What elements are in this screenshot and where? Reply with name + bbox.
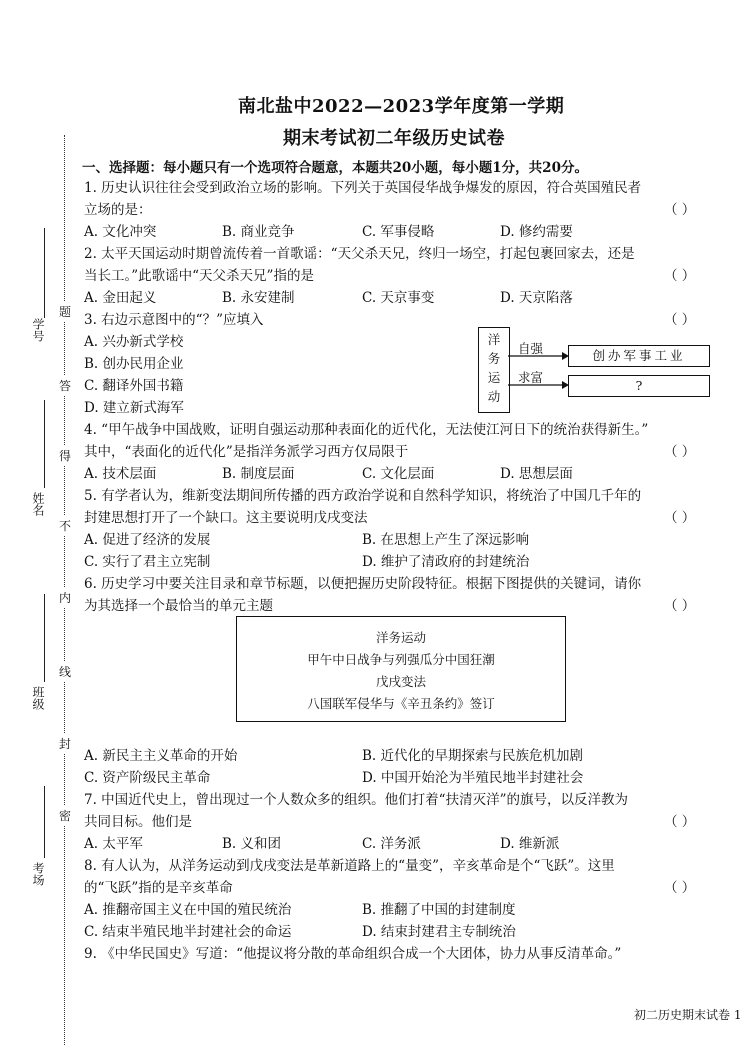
diagram-top-label: 自强 (518, 341, 544, 356)
q2-option-b: B. 永安建制 (222, 290, 295, 306)
q5-stem: 5. 有学者认为，维新变法期间所传播的西方政治学说和自然科学知识，将统治了中国几千年的 (84, 488, 642, 504)
q3-stem: 3. 右边示意图中的“？”应填入 (84, 312, 264, 328)
q6-stem: 6. 历史学习中要关注目录和章节标题，以便把握历史阶段特征。根据下图提供的关键词，请你 (84, 576, 642, 592)
answer-bracket: （ ） (664, 268, 696, 284)
class-label: 班级 (31, 686, 45, 710)
q1-option-c: C. 军事侵略 (362, 224, 435, 240)
seal-char: 密 (59, 806, 71, 825)
answer-bracket: （ ） (664, 510, 696, 526)
q4-stem: 4. “甲午战争中国战败，证明自强运动那种表面化的近代化，无法使江河日下的统治获得新生。” (84, 422, 649, 438)
answer-bracket: （ ） (664, 814, 696, 830)
q4-option-a: A. 技术层面 (84, 466, 157, 482)
q6-stem-cont: 为其选择一个最恰当的单元主题 (84, 598, 273, 614)
exam-room-label: 考场 (31, 862, 45, 886)
q6-option-a: A. 新民主主义革命的开始 (84, 748, 238, 764)
q4-option-c: C. 文化层面 (362, 466, 435, 482)
q5-option-b: B. 在思想上产生了深远影响 (362, 532, 530, 548)
q6-keyword-box (236, 616, 566, 722)
name-label: 姓名 (31, 492, 45, 516)
q7-option-c: C. 洋务派 (362, 836, 421, 852)
q2-option-d: D. 天京陷落 (500, 290, 573, 306)
q3-option-a: A. 兴办新式学校 (84, 334, 184, 350)
q2-option-a: A. 金田起义 (84, 290, 157, 306)
q6-keyword: 戊戌变法 (375, 674, 426, 689)
answer-bracket: （ ） (664, 598, 696, 614)
q7-stem-cont: 共同目标。他们是 (84, 814, 192, 830)
q2-stem: 2. 太平天国运动时期曾流传着一首歌谣：“天父杀天兄，终归一场空，打起包裹回家去，还是 (84, 246, 635, 262)
page-footer: 初二历史期末试卷 1 (634, 1008, 742, 1022)
student-no-field[interactable] (44, 228, 45, 318)
q3-option-d: D. 建立新式海军 (84, 400, 184, 416)
q8-option-a: A. 推翻帝国主义在中国的殖民统治 (84, 902, 292, 918)
seal-char: 题 (59, 302, 71, 321)
q8-stem: 8. 有人认为，从洋务运动到戊戌变法是革新道路上的“量变”，辛亥革命是个“飞跃”。这里 (84, 858, 615, 874)
q5-option-d: D. 维护了清政府的封建统治 (362, 554, 530, 570)
q1-option-a: A. 文化冲突 (84, 224, 157, 240)
exam-title-line1: 南北盐中2022—2023学年度第一学期 (238, 96, 565, 117)
exam-title-line2: 期末考试初二年级历史试卷 (283, 128, 505, 149)
q8-option-d: D. 结束封建君主专制统治 (362, 924, 516, 940)
seal-char: 封 (59, 734, 71, 753)
diagram-bottom-box (568, 375, 710, 397)
diagram-bottom-label: 求富 (518, 370, 544, 385)
seal-char: 答 (59, 376, 71, 395)
q8-option-c: C. 结束半殖民地半封建社会的命运 (84, 924, 292, 940)
q4-option-d: D. 思想层面 (500, 466, 573, 482)
diagram-top-box (568, 345, 710, 367)
q2-stem-cont: 当长工。”此歌谣中“天父杀天兄”指的是 (84, 268, 314, 284)
diagram-bottom-box-text: ? (635, 378, 643, 393)
q7-option-b: B. 义和团 (222, 836, 282, 852)
q6-keyword: 洋务运动 (375, 630, 426, 645)
q5-option-c: C. 实行了君主立宪制 (84, 554, 211, 570)
q8-stem-cont: 的“飞跃”指的是辛亥革命 (84, 880, 233, 896)
q5-option-a: A. 促进了经济的发展 (84, 532, 211, 548)
seal-char: 线 (59, 662, 71, 681)
answer-bracket: （ ） (664, 202, 696, 218)
q3-option-c: C. 翻译外国书籍 (84, 378, 184, 394)
q6-keyword: 甲午中日战争与列强瓜分中国狂潮 (307, 652, 495, 667)
q1-stem-cont: 立场的是： (84, 202, 152, 218)
answer-bracket: （ ） (664, 880, 696, 896)
answer-bracket: （ ） (664, 312, 696, 328)
q4-option-b: B. 制度层面 (222, 466, 295, 482)
q7-option-a: A. 太平军 (84, 836, 143, 852)
name-field[interactable] (44, 400, 45, 488)
q6-option-b: B. 近代化的早期探索与民族危机加剧 (362, 748, 584, 764)
section-heading: 一、选择题：每小题只有一个选项符合题意，本题共20小题，每小题1分，共20分。 (82, 160, 588, 176)
q9-stem: 9. 《中华民国史》写道：“他提议将分散的革命组织合成一个大团体，协力从事反清革命。” (84, 946, 622, 962)
q1-option-d: D. 修约需要 (500, 224, 573, 240)
exam-room-field[interactable] (44, 786, 45, 858)
diagram-left-label: 洋务运动 (487, 332, 501, 404)
seal-char: 内 (59, 588, 71, 607)
q5-stem-cont: 封建思想打开了一个缺口。这主要说明戊戌变法 (84, 510, 368, 526)
q7-option-d: D. 维新派 (500, 836, 560, 852)
q1-option-b: B. 商业竞争 (222, 224, 295, 240)
q4-stem-cont: 其中，“表面化的近代化”是指洋务派学习西方仅局限于 (84, 444, 409, 460)
q8-option-b: B. 推翻了中国的封建制度 (362, 902, 516, 918)
seal-char: 得 (59, 446, 71, 465)
q1-stem: 1. 历史认识往往会受到政治立场的影响。下列关于英国侵华战争爆发的原因，符合英国殖民者 (84, 180, 642, 196)
class-field[interactable] (44, 594, 45, 682)
q6-keyword: 八国联军侵华与《辛丑条约》签订 (307, 696, 495, 711)
diagram-top-box-text: 创办军事工业 (592, 348, 686, 363)
student-no-label: 学号 (31, 318, 45, 342)
q2-option-c: C. 天京事变 (362, 290, 435, 306)
q6-option-d: D. 中国开始沦为半殖民地半封建社会 (362, 770, 584, 786)
diagram-left-box (478, 327, 510, 413)
seal-char: 不 (59, 516, 71, 535)
q3-option-b: B. 创办民用企业 (84, 356, 184, 372)
q6-option-c: C. 资产阶级民主革命 (84, 770, 211, 786)
answer-bracket: （ ） (664, 444, 696, 460)
q7-stem: 7. 中国近代史上，曾出现过一个人数众多的组织。他们打着“扶清灭洋”的旗号，以反洋教为 (84, 792, 628, 808)
